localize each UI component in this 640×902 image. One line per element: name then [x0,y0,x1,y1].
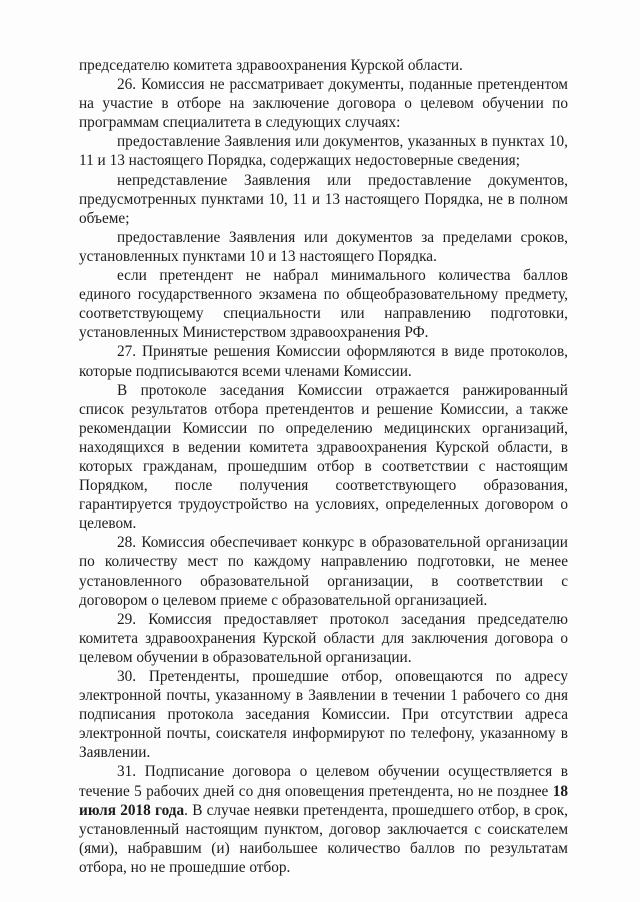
paragraph-item-31 [79,762,568,877]
paragraph-case-false-info: предоставление Заявления или документов, указанных в пунктах 10, 11 и 13 настоящего Порядка, содержащих недостоверные сведения; [79,133,568,170]
paragraph-item-27: 27. Принятые решения Комиссии оформляются в виде протоколов, которые подписываются всеми членами Комиссии. [79,343,568,380]
paragraph-item-29: 29. Комиссия предоставляет протокол заседания председателю комитета здравоохранения Курской области для заключения договора о целевом обучении в образовательной организации. [79,610,568,666]
paragraph-case-late: предоставление Заявления или документов за пределами сроков, установленных пунктами 10 и 13 настоящего Порядка. [79,228,568,265]
paragraph-item-26: 26. Комиссия не рассматривает документы, поданные претендентом на участие в отборе на заключение договора о целевом обучении по программам специалитета в следующих случаях: [79,76,568,132]
item-31-text-end: . В случае неявки претендента, прошедшего отбор, в срок, установленный настоящим пунктом, договор заключается с соискателем (ями), набравшим (и) наибольшее количество баллов по результатам отбора, но не прошедшие отбор. [79,801,568,876]
deadline-date: 18 июля 2018 года [79,782,568,819]
paragraph-case-min-score: если претендент не набрал минимального количества баллов единого государственного экзамена по общеобразовательному предмету, соответствующему специальности или направлению подготовки, установленных Министерством здравоохранения РФ. [79,267,568,342]
paragraph-case-incomplete: непредставление Заявления или предоставление документов, предусмотренных пунктами 10, 11 и 13 настоящего Порядка, не в полном объеме; [79,171,568,227]
paragraph-continuation: председателю комитета здравоохранения Курской области. [79,57,463,74]
paragraph-item-30: 30. Претенденты, прошедшие отбор, оповещаются по адресу электронной почты, указанному в Заявлении в течении 1 рабочего со дня подписания протокола заседания Комиссии. При отсутствии адреса электронной почты, соискателя информируют по телефону, указанному в Заявлении. [79,668,568,762]
document-body [79,56,568,877]
paragraph-protocol: В протоколе заседания Комиссии отражается ранжированный список результатов отбора претендентов и решение Комиссии, а также рекомендации Комиссии по определению медицинских организаций, находящихся в ведении комитета здравоохранения Курской области, в которых гражданам, прошедшим отбор в соответствии с настоящим Порядком, после получения соответствующего образования, гарантируется трудоустройство на условиях, определенных договором о целевом. [79,381,568,533]
paragraph-item-28: 28. Комиссия обеспечивает конкурс в образовательной организации по количеству мест по каждому направлению подготовки, не менее установленного образовательной организации, в соответствии с договором о целевом приеме с образовательной организацией. [79,534,568,609]
item-31-text-start: 31. Подписание договора о целевом обучении осуществляется в течение 5 рабочих дней со дня оповещения претендента, но не позднее [79,763,568,800]
